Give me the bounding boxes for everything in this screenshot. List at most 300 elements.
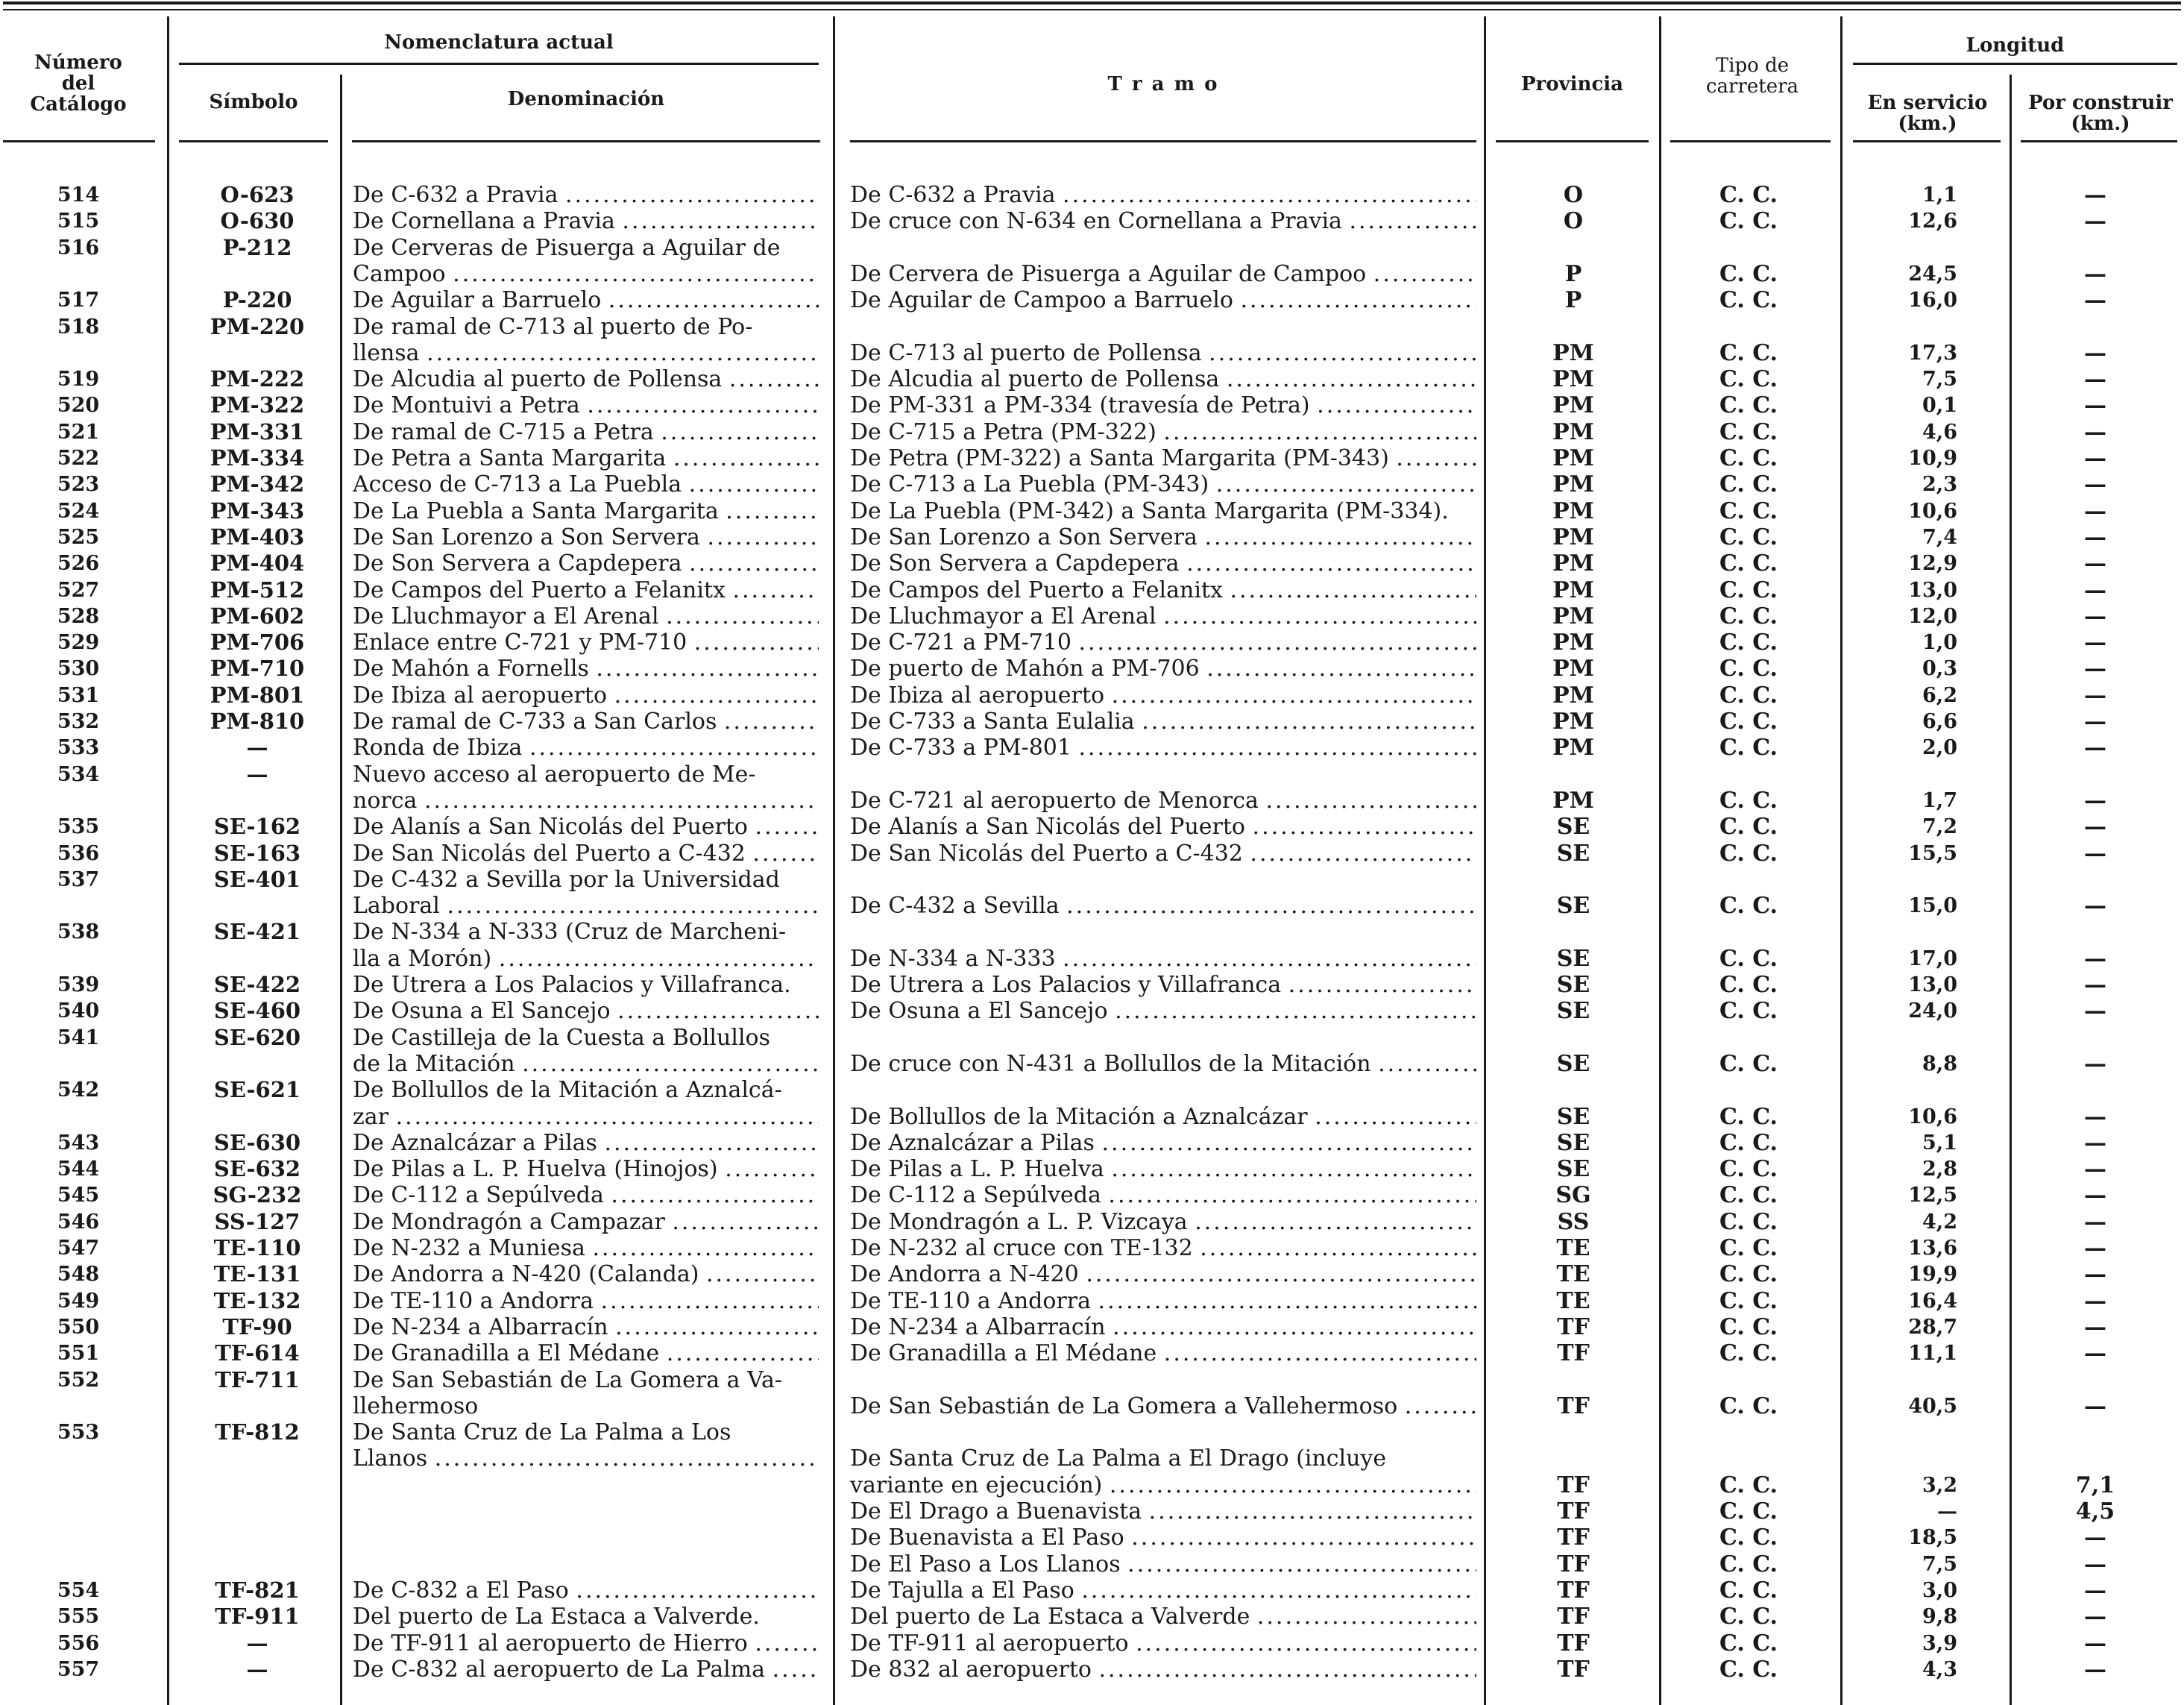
- leader-dots: [622, 208, 819, 234]
- tramo: [850, 1472, 1476, 1498]
- provincia: SE: [1556, 1129, 1590, 1156]
- denominacion-text: De C-632 a Pravia: [353, 182, 566, 208]
- catalog-number: 518: [57, 315, 100, 339]
- denominacion-text: De Alcudia al puerto de Pollensa: [353, 366, 729, 393]
- catalog-number: 531: [57, 683, 100, 707]
- provincia: TF: [1557, 1656, 1590, 1683]
- tramo: [850, 577, 1476, 603]
- tramo: [850, 656, 1476, 682]
- km-por-construir: —: [2084, 339, 2106, 366]
- provincia: PM: [1552, 603, 1594, 629]
- catalog-number: 536: [57, 841, 100, 865]
- catalog-number: 534: [57, 762, 100, 786]
- km-en-servicio: 13,6: [1908, 1237, 1957, 1260]
- tramo-text: De Santa Cruz de La Palma a El Drago (incluye: [850, 1445, 1394, 1472]
- leader-dots: [666, 603, 819, 629]
- header-simbolo: Símbolo: [209, 91, 298, 113]
- tramo: [850, 419, 1476, 445]
- tramo: [850, 1209, 1476, 1235]
- denominacion-text: Laboral: [353, 893, 447, 920]
- km-por-construir: —: [2084, 1392, 2106, 1419]
- km-en-servicio: 15,5: [1908, 841, 1957, 865]
- road-symbol: TE-131: [213, 1261, 301, 1287]
- denominacion-text: De ramal de C-733 a San Carlos: [353, 709, 724, 735]
- provincia: P: [1564, 287, 1582, 314]
- road-symbol: SE-421: [213, 919, 301, 945]
- leader-dots: [1113, 1314, 1476, 1340]
- denominacion-text: Ronda de Ibiza: [353, 735, 529, 762]
- provincia: PM: [1552, 629, 1594, 656]
- catalog-number: 556: [57, 1631, 100, 1655]
- km-por-construir: —: [2084, 1103, 2106, 1130]
- denominacion: [353, 314, 819, 340]
- tramo-text: De Bollullos de la Mitación a Aznalcázar: [850, 1103, 1315, 1130]
- provincia: P: [1564, 260, 1582, 287]
- provincia: PM: [1552, 577, 1594, 603]
- denominacion: [353, 1577, 819, 1604]
- rule-por-construir-bottom: [2021, 140, 2177, 142]
- tramo: [850, 1604, 1476, 1630]
- leader-dots: [499, 946, 819, 972]
- tipo-carretera: C. C.: [1719, 814, 1778, 841]
- tramo-text: De TE-110 a Andorra: [850, 1287, 1098, 1314]
- road-symbol: TF-711: [215, 1366, 300, 1392]
- denominacion: [353, 445, 819, 471]
- catalog-number: 554: [57, 1578, 100, 1602]
- denominacion-text: De Bollullos de la Mitación a Aznalcá-: [353, 1077, 790, 1104]
- leader-dots: [1204, 524, 1476, 550]
- tramo-text: De Petra (PM-322) a Santa Margarita (PM-343): [850, 445, 1397, 471]
- tramo: [850, 287, 1476, 313]
- km-en-servicio: 1,7: [1922, 788, 1957, 812]
- provincia: SE: [1556, 972, 1590, 998]
- catalog-number: 532: [57, 710, 100, 733]
- denominacion: [353, 893, 819, 919]
- provincia: TF: [1557, 1340, 1590, 1367]
- denominacion-text: De TE-110 a Andorra: [353, 1287, 601, 1314]
- leader-dots: [732, 577, 819, 603]
- tipo-carretera: C. C.: [1719, 1472, 1778, 1498]
- road-symbol: TF-812: [215, 1419, 300, 1445]
- denominacion: [353, 972, 819, 998]
- tramo-text: De Andorra a N-420: [850, 1261, 1086, 1288]
- km-por-construir: —: [2084, 366, 2106, 393]
- leader-dots: [1288, 972, 1476, 998]
- leader-dots: [755, 1630, 819, 1657]
- tipo-carretera: C. C.: [1719, 524, 1778, 550]
- tramo: [850, 498, 1476, 524]
- road-symbol: SE-422: [213, 972, 301, 997]
- tipo-carretera: C. C.: [1719, 1498, 1778, 1525]
- tipo-carretera: C. C.: [1719, 208, 1778, 235]
- tramo: [850, 1577, 1476, 1604]
- provincia: TE: [1556, 1287, 1590, 1314]
- table-row: [0, 1209, 2184, 1235]
- provincia: SE: [1556, 1156, 1590, 1183]
- road-symbol: PM-602: [210, 603, 305, 629]
- leader-dots: [1230, 577, 1476, 603]
- denominacion-text: De Cornellana a Pravia: [353, 208, 623, 235]
- provincia: PM: [1552, 524, 1594, 550]
- table-row: [0, 1472, 2184, 1498]
- km-por-construir: —: [2084, 1577, 2106, 1604]
- provincia: O: [1563, 182, 1584, 208]
- tipo-carretera: C. C.: [1719, 1577, 1778, 1604]
- leader-dots: [605, 1130, 819, 1156]
- tramo-text: De La Puebla (PM-342) a Santa Margarita (PM-334).: [850, 497, 1456, 524]
- km-en-servicio: 2,0: [1922, 736, 1957, 760]
- leader-dots: [453, 261, 819, 287]
- km-en-servicio: —: [1937, 1500, 1957, 1523]
- road-symbol: TF-911: [215, 1604, 300, 1630]
- tramo-text: De Cervera de Pisuerga a Aguilar de Campoo: [850, 260, 1373, 287]
- tramo: [850, 1156, 1476, 1182]
- km-por-construir: —: [2084, 1656, 2106, 1683]
- tipo-carretera: C. C.: [1719, 1287, 1778, 1314]
- km-por-construir: —: [2084, 1604, 2106, 1630]
- table-row: [0, 841, 2184, 867]
- tipo-carretera: C. C.: [1719, 787, 1778, 814]
- tramo-text: De San Nicolás del Puerto a C-432: [850, 840, 1250, 867]
- leader-dots: [1349, 208, 1476, 234]
- denominacion-text: De C-112 a Sepúlveda: [353, 1182, 611, 1209]
- denominacion: [353, 1130, 819, 1156]
- km-en-servicio: 12,9: [1908, 552, 1957, 576]
- table-row: [0, 656, 2184, 682]
- leader-dots: [1127, 1551, 1476, 1577]
- tramo: [850, 1498, 1476, 1525]
- denominacion-text: Acceso de C-713 a La Puebla: [353, 471, 689, 498]
- rule-numero-bottom: [3, 140, 155, 142]
- denominacion-text: De N-234 a Albarracín: [353, 1313, 616, 1340]
- km-en-servicio: 3,0: [1922, 1578, 1957, 1602]
- provincia: TF: [1557, 1630, 1590, 1657]
- denominacion-text: Campoo: [353, 260, 453, 287]
- catalog-number: 522: [57, 447, 100, 470]
- tramo: [850, 972, 1476, 998]
- denominacion: [353, 629, 819, 656]
- km-por-construir: —: [2084, 656, 2106, 682]
- km-en-servicio: 12,6: [1908, 210, 1957, 233]
- provincia: TE: [1556, 1235, 1590, 1261]
- denominacion: [353, 735, 819, 761]
- leader-dots: [396, 1104, 819, 1130]
- road-symbol: PM-334: [210, 445, 305, 471]
- leader-dots: [1315, 1104, 1476, 1130]
- denominacion: [353, 998, 819, 1024]
- table-row: [0, 1498, 2184, 1525]
- road-symbol: —: [246, 1656, 268, 1682]
- denominacion-text: De Lluchmayor a El Arenal: [353, 603, 667, 629]
- denominacion-text: De Osuna a El Sancejo: [353, 998, 618, 1025]
- tramo: [850, 682, 1476, 709]
- tipo-carretera: C. C.: [1719, 998, 1778, 1025]
- tramo-text: Del puerto de La Estaca a Valverde: [850, 1604, 1257, 1630]
- leader-dots: [615, 1314, 819, 1340]
- km-por-construir: —: [2084, 893, 2106, 920]
- leader-dots: [1216, 471, 1476, 497]
- tramo: [850, 1051, 1476, 1077]
- catalog-number: 541: [57, 1026, 100, 1049]
- denominacion-text: De Montuivi a Petra: [353, 392, 588, 419]
- leader-dots: [522, 1051, 819, 1077]
- denominacion: [353, 682, 819, 709]
- leader-dots: [424, 788, 819, 814]
- tramo-text: De C-432 a Sevilla: [850, 893, 1067, 920]
- tipo-carretera: C. C.: [1719, 1340, 1778, 1367]
- leader-dots: [661, 419, 819, 445]
- road-symbol: —: [246, 1630, 268, 1656]
- km-por-construir: —: [2084, 1156, 2106, 1183]
- leader-dots: [1142, 709, 1476, 735]
- rule-longitud: [1853, 63, 2177, 65]
- leader-dots: [435, 1445, 819, 1472]
- denominacion-text: De La Puebla a Santa Margarita: [353, 497, 726, 524]
- leader-dots: [611, 1182, 819, 1208]
- tramo-text: De C-721 al aeropuerto de Menorca: [850, 787, 1266, 814]
- denominacion: [353, 1261, 819, 1287]
- provincia: PM: [1552, 445, 1594, 471]
- tramo-text: De C-112 a Sepúlveda: [850, 1182, 1109, 1209]
- denominacion-text: De Pilas a L. P. Huelva (Hinojos): [353, 1156, 726, 1183]
- table-row: [0, 419, 2184, 445]
- denominacion-text: De Mondragón a Campazar: [353, 1208, 673, 1235]
- leader-dots: [1200, 1235, 1476, 1261]
- tramo: [850, 1104, 1476, 1130]
- km-por-construir: —: [2084, 682, 2106, 709]
- tramo: [850, 814, 1476, 840]
- catalog-number: 520: [57, 394, 100, 418]
- provincia: PM: [1552, 656, 1594, 682]
- leader-dots: [1253, 814, 1476, 840]
- table-row: [0, 340, 2184, 366]
- provincia: TF: [1557, 1577, 1590, 1604]
- leader-dots: [1195, 1209, 1476, 1235]
- leader-dots: [1108, 1182, 1476, 1208]
- table-row: [0, 893, 2184, 919]
- denominacion: [353, 788, 819, 814]
- table-row: [0, 919, 2184, 945]
- header-en-servicio: En servicio (km.): [1867, 92, 1988, 135]
- tramo: [850, 340, 1476, 366]
- leader-dots: [689, 471, 819, 497]
- catalog-number: 543: [57, 1131, 100, 1155]
- tramo: [850, 1630, 1476, 1657]
- denominacion: [353, 550, 819, 577]
- km-en-servicio: 40,5: [1908, 1394, 1957, 1418]
- denominacion: [353, 919, 819, 945]
- table-row: [0, 1025, 2184, 1051]
- km-por-construir: —: [2084, 497, 2106, 524]
- road-symbol: PM-512: [210, 577, 305, 603]
- leader-dots: [1250, 841, 1476, 867]
- denominacion: [353, 946, 819, 972]
- leader-dots: [1115, 998, 1476, 1024]
- tramo-text: De N-334 a N-333: [850, 945, 1063, 972]
- tipo-carretera: C. C.: [1719, 445, 1778, 471]
- tipo-carretera: C. C.: [1719, 1551, 1778, 1577]
- km-en-servicio: 16,4: [1908, 1289, 1957, 1313]
- tramo-text: De San Lorenzo a Son Servera: [850, 524, 1205, 550]
- leader-dots: [1079, 629, 1477, 656]
- denominacion: [353, 1209, 819, 1235]
- km-por-construir: —: [2084, 445, 2106, 471]
- road-symbol: SS-127: [214, 1208, 300, 1234]
- tipo-carretera: C. C.: [1719, 497, 1778, 524]
- tramo-text: De Aguilar de Campoo a Barruelo: [850, 287, 1241, 314]
- provincia: SE: [1556, 1103, 1590, 1130]
- denominacion: [353, 287, 819, 313]
- tramo: [850, 629, 1476, 656]
- denominacion-text: De Cerveras de Pisuerga a Aguilar de: [353, 234, 788, 261]
- catalog-number: 524: [57, 499, 100, 523]
- denominacion-text: De Alanís a San Nicolás del Puerto: [353, 814, 755, 841]
- table-row: [0, 946, 2184, 972]
- leader-dots: [1396, 445, 1476, 471]
- provincia: PM: [1552, 392, 1594, 419]
- catalog-number: 525: [57, 525, 100, 549]
- km-en-servicio: 28,7: [1908, 1315, 1957, 1339]
- km-por-construir: —: [2084, 1340, 2106, 1367]
- tipo-carretera: C. C.: [1719, 893, 1778, 920]
- rule-en-servicio-bottom: [1853, 140, 2001, 142]
- catalog-number: 542: [57, 1078, 100, 1102]
- denominacion: [353, 1077, 819, 1103]
- km-por-construir: —: [2084, 550, 2106, 577]
- km-en-servicio: 0,3: [1922, 657, 1957, 681]
- catalog-number: 526: [57, 552, 100, 576]
- km-en-servicio: 16,0: [1908, 289, 1957, 313]
- denominacion: [353, 1604, 819, 1630]
- header-tipo: Tipo de carretera: [1705, 54, 1799, 98]
- km-por-construir: —: [2084, 1630, 2106, 1657]
- leader-dots: [1209, 340, 1476, 366]
- denominacion-text: de la Mitación: [353, 1050, 523, 1077]
- table-row: [0, 366, 2184, 392]
- road-symbol: PM-801: [210, 682, 305, 708]
- tramo: [850, 946, 1476, 972]
- tramo-text: De Aznalcázar a Pilas: [850, 1129, 1102, 1156]
- road-symbol: TE-110: [213, 1235, 301, 1260]
- table-row: [0, 814, 2184, 840]
- road-symbol: PM-220: [210, 313, 305, 339]
- tramo-text: variante en ejecución): [850, 1472, 1110, 1498]
- leader-dots: [617, 998, 819, 1024]
- denominacion-text: De Granadilla a El Médane: [353, 1340, 667, 1367]
- km-en-servicio: 13,0: [1908, 578, 1957, 602]
- tipo-carretera: C. C.: [1719, 287, 1778, 314]
- road-symbol: SE-620: [213, 1024, 301, 1050]
- denominacion: [353, 841, 819, 867]
- km-en-servicio: 24,0: [1908, 999, 1957, 1023]
- road-symbol: —: [246, 735, 268, 761]
- catalog-number: 535: [57, 815, 100, 839]
- denominacion: [353, 709, 819, 735]
- km-en-servicio: 3,2: [1922, 1473, 1957, 1497]
- road-symbol: TE-132: [213, 1287, 301, 1313]
- table-row: [0, 261, 2184, 287]
- km-por-construir: —: [2084, 814, 2106, 841]
- denominacion-text: De C-832 a El Paso: [353, 1577, 576, 1604]
- catalog-number: 529: [57, 631, 100, 655]
- denominacion: [353, 208, 819, 234]
- tramo-text: De C-721 a PM-710: [850, 629, 1079, 656]
- denominacion-text: De Castilleja de la Cuesta a Bollullos: [353, 1024, 778, 1051]
- table-row: [0, 709, 2184, 735]
- tramo-text: De Granadilla a El Médane: [850, 1340, 1164, 1367]
- denominacion: [353, 814, 819, 840]
- tipo-carretera: C. C.: [1719, 629, 1778, 656]
- leader-dots: [1373, 261, 1476, 287]
- catalog-number: 523: [57, 473, 100, 497]
- road-symbol: P-220: [222, 287, 292, 313]
- denominacion-text: Del puerto de La Estaca a Valverde.: [353, 1604, 767, 1630]
- km-en-servicio: 6,6: [1922, 710, 1957, 733]
- road-symbol: TF-90: [222, 1313, 292, 1340]
- denominacion: [353, 656, 819, 682]
- table-row: [0, 998, 2184, 1024]
- tipo-carretera: C. C.: [1719, 366, 1778, 393]
- km-por-construir: —: [2084, 471, 2106, 498]
- leader-dots: [1112, 682, 1476, 709]
- leader-dots: [1063, 946, 1476, 972]
- table-row: [0, 1261, 2184, 1287]
- catalog-number: 555: [57, 1605, 100, 1629]
- tipo-carretera: C. C.: [1719, 1313, 1778, 1340]
- tramo: [850, 261, 1476, 287]
- catalog-number: 519: [57, 368, 100, 392]
- leader-dots: [529, 735, 819, 761]
- km-por-construir: —: [2084, 524, 2106, 550]
- road-symbol: PM-222: [210, 366, 305, 392]
- km-por-construir: —: [2084, 1129, 2106, 1156]
- road-symbol: SE-401: [213, 866, 301, 892]
- km-en-servicio: 4,6: [1922, 420, 1957, 444]
- tramo: [850, 550, 1476, 577]
- table-row: [0, 1419, 2184, 1445]
- tramo-text: De cruce con N-634 en Cornellana a Pravia: [850, 208, 1350, 235]
- tipo-carretera: C. C.: [1719, 1630, 1778, 1657]
- tipo-carretera: C. C.: [1719, 260, 1778, 287]
- km-en-servicio: 10,6: [1908, 1105, 1957, 1128]
- road-symbol: O-630: [220, 208, 295, 234]
- provincia: TF: [1557, 1392, 1590, 1419]
- tipo-carretera: C. C.: [1719, 735, 1778, 762]
- table-row: [0, 471, 2184, 497]
- tramo-text: De 832 al aeropuerto: [850, 1656, 1099, 1683]
- table-row: [0, 1130, 2184, 1156]
- provincia: PM: [1552, 497, 1594, 524]
- catalog-number: 551: [57, 1342, 100, 1366]
- road-symbol: PM-343: [210, 497, 305, 524]
- denominacion: [353, 471, 819, 497]
- denominacion-text: Llanos: [353, 1445, 435, 1472]
- km-en-servicio: 9,8: [1922, 1605, 1957, 1629]
- table-row: [0, 1235, 2184, 1261]
- header-numero: Número del Catálogo: [30, 51, 127, 116]
- denominacion-text: Enlace entre C-721 y PM-710: [353, 629, 694, 656]
- denominacion-text: De Santa Cruz de La Palma a Los: [353, 1419, 738, 1446]
- tramo: [850, 1261, 1476, 1287]
- tramo-text: De Osuna a El Sancejo: [850, 998, 1115, 1025]
- tramo: [850, 524, 1476, 550]
- denominacion: [353, 1630, 819, 1657]
- tramo-text: De Pilas a L. P. Huelva: [850, 1156, 1112, 1183]
- tramo-text: De Lluchmayor a El Arenal: [850, 603, 1164, 629]
- leader-dots: [1164, 1340, 1476, 1366]
- table-row: [0, 1604, 2184, 1630]
- provincia: SE: [1556, 945, 1590, 972]
